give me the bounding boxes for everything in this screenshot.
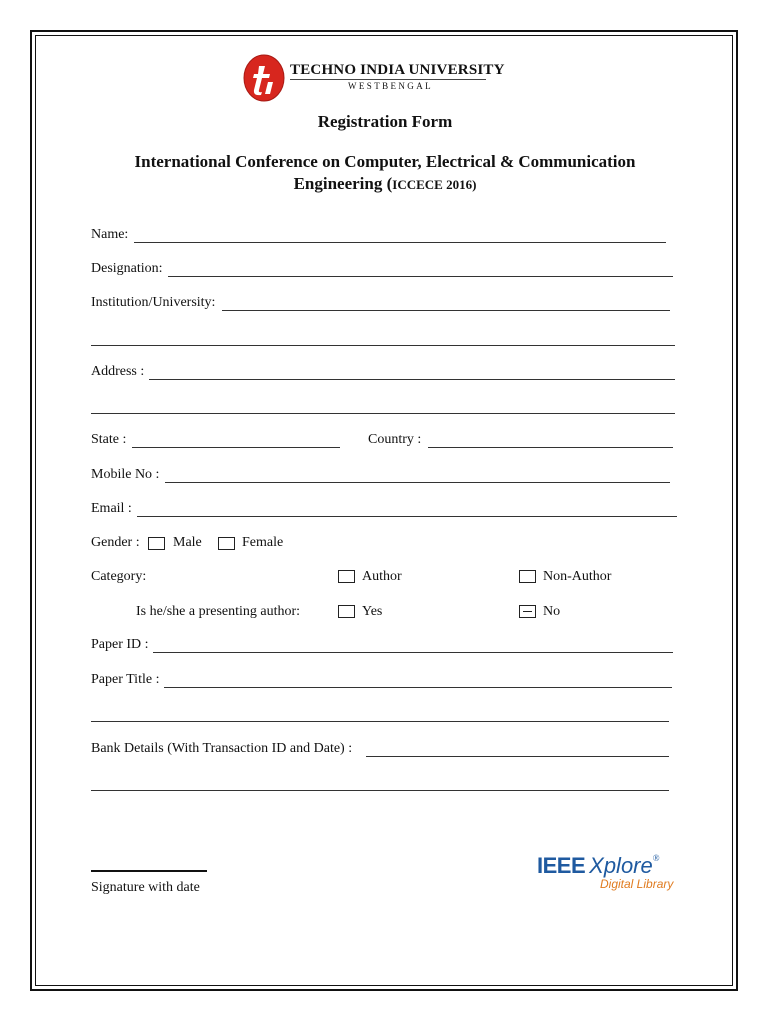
presenting-no-label: No <box>543 604 561 619</box>
address-label: Address : <box>91 364 145 379</box>
bank-details-field-line2[interactable] <box>91 790 669 791</box>
presenting-yes-label: Yes <box>362 604 383 619</box>
paper-title-field-line2[interactable] <box>91 721 669 722</box>
state-field[interactable] <box>132 447 340 448</box>
name-field[interactable] <box>134 242 666 243</box>
state-label: State : <box>91 432 127 447</box>
registered-mark: ® <box>652 853 660 863</box>
category-author-label: Author <box>362 569 402 584</box>
country-label: Country : <box>368 432 422 447</box>
institution-label: Institution/University: <box>91 295 216 310</box>
institution-field[interactable] <box>222 310 670 311</box>
ieee-xplore-logo <box>537 853 674 891</box>
presenting-yes-checkbox[interactable] <box>338 605 355 618</box>
gender-male-label: Male <box>173 535 202 550</box>
gender-male-checkbox[interactable] <box>148 537 165 550</box>
institution-field-line2[interactable] <box>91 345 675 346</box>
name-label: Name: <box>91 227 129 242</box>
email-field[interactable] <box>137 516 677 517</box>
designation-label: Designation: <box>91 261 163 276</box>
university-name-underline <box>290 79 486 80</box>
gender-female-label: Female <box>242 535 284 550</box>
form-title: Registration Form <box>317 112 453 131</box>
gender-female-checkbox[interactable] <box>218 537 235 550</box>
category-non-author-label: Non-Author <box>543 569 612 584</box>
paper-id-label: Paper ID : <box>91 637 149 652</box>
designation-field[interactable] <box>168 276 673 277</box>
conference-title <box>0 151 770 196</box>
bank-details-label: Bank Details (With Transaction ID and Date) : <box>91 741 353 756</box>
techno-india-logo-icon <box>242 54 286 102</box>
signature-line[interactable] <box>91 870 207 872</box>
university-name: TECHNO INDIA UNIVERSITY <box>290 62 505 78</box>
paper-id-field[interactable] <box>153 652 673 653</box>
bank-details-field[interactable] <box>366 756 669 757</box>
presenting-no-checkbox[interactable] <box>519 605 536 618</box>
ieee-logo-text: IEEE <box>537 853 586 878</box>
conference-code: ICCECE 2016) <box>392 177 477 192</box>
address-field[interactable] <box>149 379 675 380</box>
gender-label: Gender : <box>91 535 140 550</box>
xplore-logo-text: Xplore <box>589 853 653 878</box>
country-field[interactable] <box>428 447 673 448</box>
address-field-line2[interactable] <box>91 413 675 414</box>
university-location: WESTBENGAL <box>348 81 433 91</box>
conference-title-line2: Engineering (ICCECE 2016) <box>293 174 477 193</box>
paper-title-label: Paper Title : <box>91 672 160 687</box>
email-label: Email : <box>91 501 132 516</box>
mobile-field[interactable] <box>165 482 670 483</box>
conference-title-line1: International Conference on Computer, Electrical & Communication <box>134 152 636 171</box>
presenting-author-label: Is he/she a presenting author: <box>136 604 301 619</box>
category-author-checkbox[interactable] <box>338 570 355 583</box>
digital-library-text: Digital Library <box>600 877 674 891</box>
signature-label: Signature with date <box>91 880 200 895</box>
category-non-author-checkbox[interactable] <box>519 570 536 583</box>
mobile-label: Mobile No : <box>91 467 160 482</box>
category-label: Category: <box>91 569 147 584</box>
paper-title-field[interactable] <box>164 687 672 688</box>
